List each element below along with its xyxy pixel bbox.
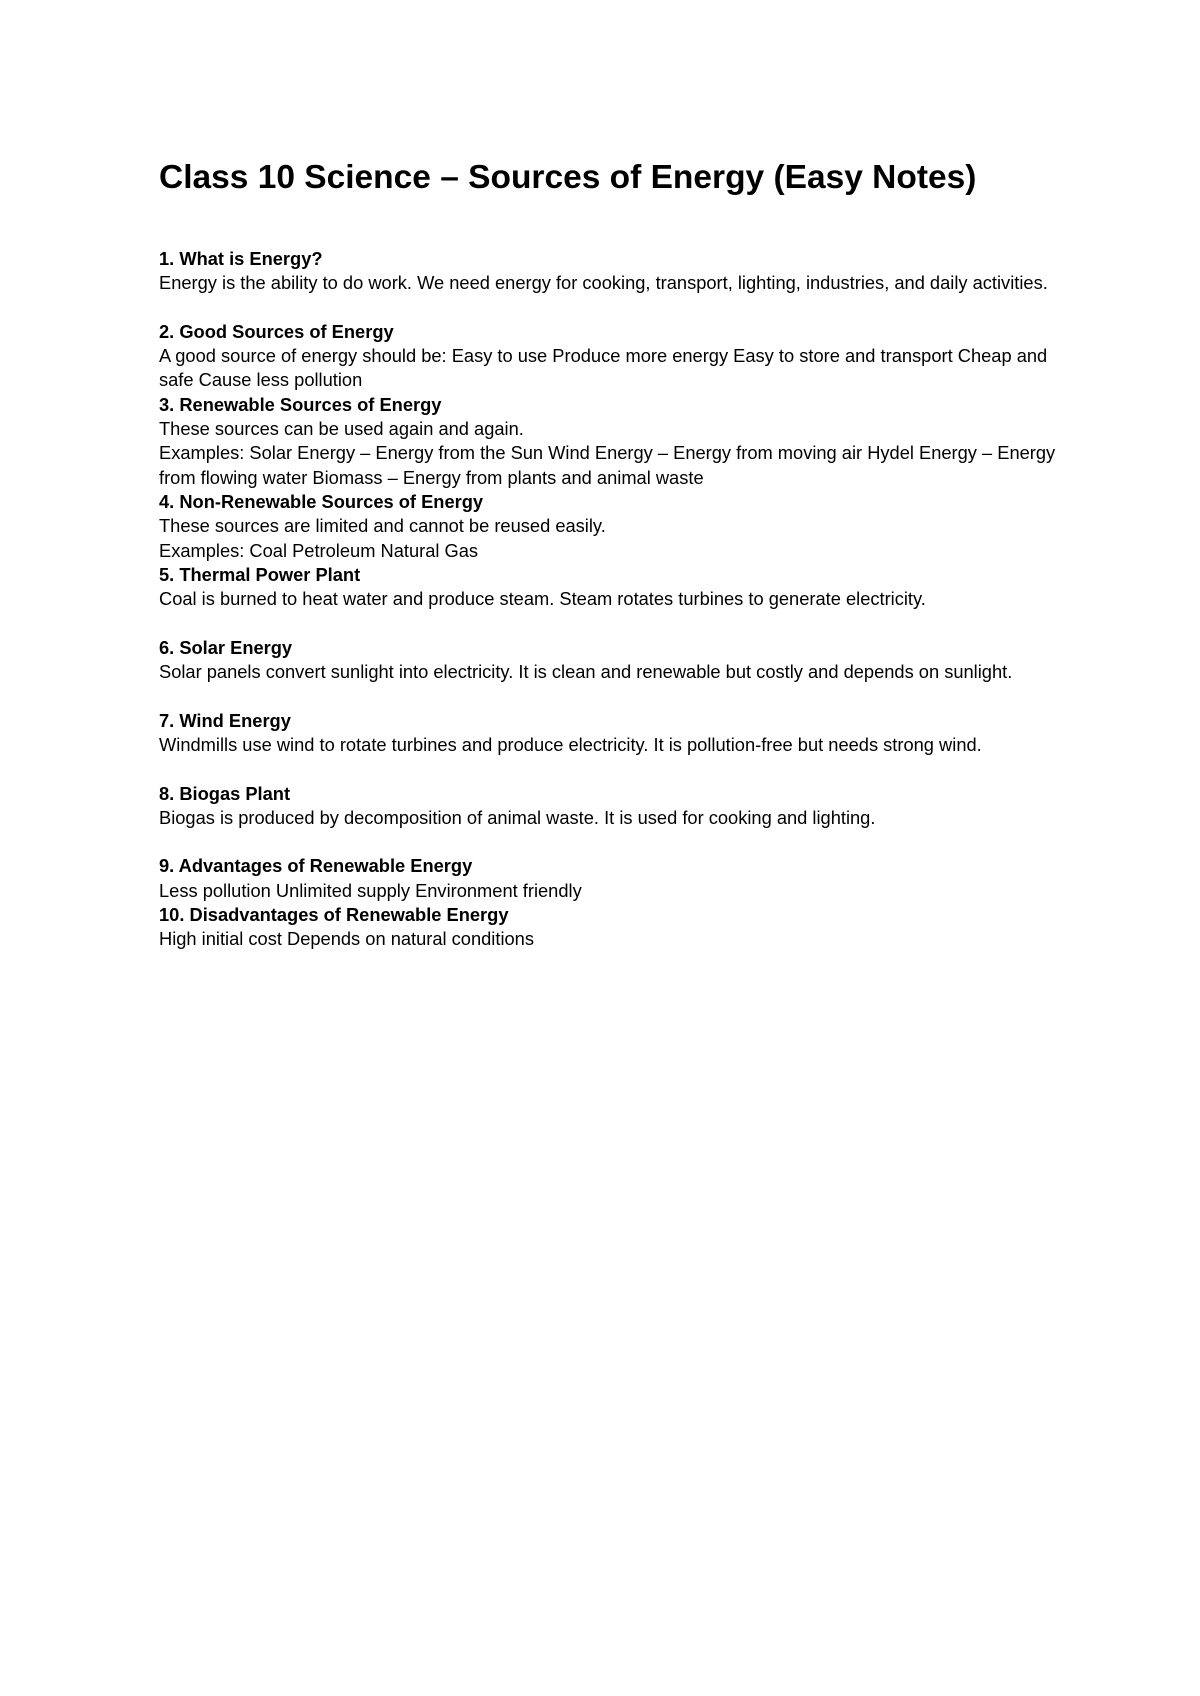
section-text: Solar panels convert sunlight into electricity. It is clean and renewable but costly and depends on sunlight.: [159, 661, 1013, 683]
section-heading: 2. Good Sources of Energy: [159, 320, 394, 342]
section-heading: 1. What is Energy?: [159, 248, 323, 269]
section-non-renewable-sources: [159, 490, 1059, 563]
document-page: [159, 158, 1059, 952]
section-heading: 7. Wind Energy: [159, 709, 291, 731]
section-text: Less pollution Unlimited supply Environment friendly: [159, 879, 582, 901]
document-title: Class 10 Science – Sources of Energy (Easy Notes): [159, 159, 977, 196]
section-examples: Examples: Solar Energy – Energy from the Sun Wind Energy – Energy from moving air Hydel Energy – Energy from flowing water Biomass – Energy from plants and animal waste: [159, 442, 1056, 488]
section-advantages: [159, 854, 1059, 903]
section-solar-energy: [159, 636, 1059, 685]
section-text: Biogas is produced by decomposition of animal waste. It is used for cooking and lighting.: [159, 806, 876, 828]
section-what-is-energy: [159, 247, 1059, 296]
section-examples: Examples: Coal Petroleum Natural Gas: [159, 539, 479, 561]
section-text: Energy is the ability to do work. We need energy for cooking, transport, lighting, industries, and daily activities.: [159, 272, 1048, 294]
section-heading: 4. Non-Renewable Sources of Energy: [159, 490, 484, 512]
section-heading: 3. Renewable Sources of Energy: [159, 393, 442, 415]
section-text: These sources can be used again and again.: [159, 418, 524, 440]
section-biogas-plant: [159, 782, 1059, 831]
section-text: Windmills use wind to rotate turbines and produce electricity. It is pollution-free but needs strong wind.: [159, 733, 982, 755]
section-heading: 8. Biogas Plant: [159, 782, 291, 804]
section-disadvantages: [159, 903, 1059, 952]
section-heading: 9. Advantages of Renewable Energy: [159, 855, 473, 877]
section-text: A good source of energy should be: Easy to use Produce more energy Easy to store and transport Cheap and safe Cause less pollution: [159, 345, 1048, 391]
section-thermal-power-plant: [159, 563, 1059, 612]
section-heading: 10. Disadvantages of Renewable Energy: [159, 904, 509, 926]
section-text: Coal is burned to heat water and produce steam. Steam rotates turbines to generate electricity.: [159, 588, 926, 610]
section-text: High initial cost Depends on natural conditions: [159, 928, 534, 950]
notes-body: [159, 247, 1059, 952]
section-good-sources: [159, 320, 1059, 393]
section-text: These sources are limited and cannot be reused easily.: [159, 515, 606, 537]
section-heading: 5. Thermal Power Plant: [159, 563, 361, 585]
section-wind-energy: [159, 709, 1059, 758]
section-heading: 6. Solar Energy: [159, 636, 293, 658]
section-renewable-sources: [159, 393, 1059, 490]
